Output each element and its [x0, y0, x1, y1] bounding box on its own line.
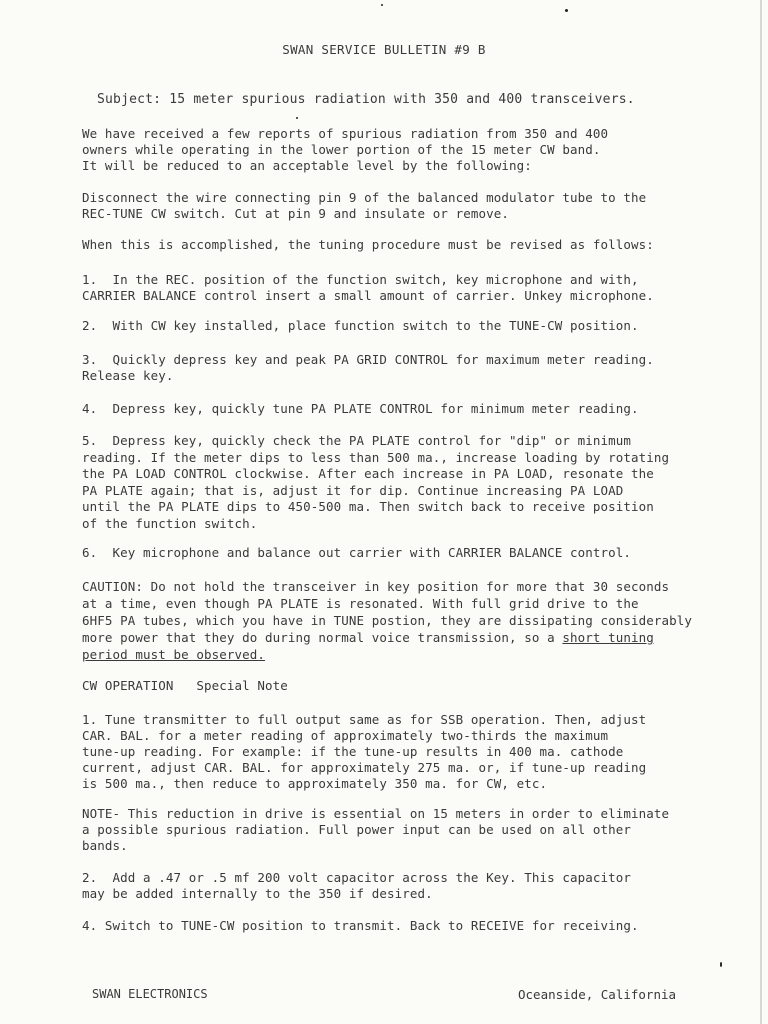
- step-5: 5. Depress key, quickly check the PA PLATE control for "dip" or minimum reading. If the meter dips to less than 500 ma., increase loading by rotating the PA LOAD CONTROL clockwise. After each increase in PA LOAD, resonate the PA PLATE again; that is, adjust it for dip. Continue increasing PA LOAD until the PA PLATE dips to 450-500 ma. Then switch back to receive position of the function switch.: [82, 433, 670, 531]
- step-3: 3. Quickly depress key and peak PA GRID CONTROL for maximum meter reading. Release key.: [82, 352, 654, 383]
- bulletin-title: SWAN SERVICE BULLETIN #9 B: [282, 42, 486, 57]
- cw-step-4: 4. Switch to TUNE-CW position to transmit. Back to RECEIVE for receiving.: [82, 918, 639, 933]
- caution-text: CAUTION: Do not hold the transceiver in key position for more that 30 seconds at a time, even though PA PLATE is resonated. With full grid drive to the 6HF5 PA tubes, which you have in TUNE postion, they are dissipating considerably more power that they do during normal voice transmission, so a: [82, 579, 693, 645]
- step-6: 6. Key microphone and balance out carrier with CARRIER BALANCE control.: [82, 545, 632, 560]
- note-paragraph: NOTE- This reduction in drive is essential on 15 meters in order to eliminate a possible spurious radiation. Full power input can be used on all other bands.: [82, 806, 670, 853]
- step-1: 1. In the REC. position of the function switch, key microphone and with, CARRIER BALANCE control insert a small amount of carrier. Unkey microphone.: [82, 272, 654, 303]
- caution-paragraph: [82, 578, 694, 663]
- subject-line: Subject: 15 meter spurious radiation with 350 and 400 transceivers.: [97, 92, 635, 107]
- page-edge: [760, 0, 762, 1024]
- procedure-intro: When this is accomplished, the tuning procedure must be revised as follows:: [82, 237, 654, 252]
- step-4: 4. Depress key, quickly tune PA PLATE CONTROL for minimum meter reading.: [82, 401, 639, 416]
- step-2: 2. With CW key installed, place function switch to the TUNE-CW position.: [82, 318, 639, 333]
- caution-emphasis-2: period must be observed.: [82, 647, 266, 662]
- intro-paragraph: We have received a few reports of spurious radiation from 350 and 400 owners while operating in the lower portion of the 15 meter CW band. It will be reduced to an acceptable level by the following:: [82, 126, 609, 173]
- footer-location: Oceanside, California: [518, 987, 677, 1002]
- caution-emphasis: short tuning: [562, 630, 654, 645]
- footer-company: SWAN ELECTRONICS: [92, 987, 208, 1001]
- speck-mark: [381, 4, 383, 6]
- cw-step-2: 2. Add a .47 or .5 mf 200 volt capacitor across the Key. This capacitor may be added internally to the 350 if desired.: [82, 870, 632, 901]
- speck-mark: [296, 117, 298, 119]
- speck-mark: [720, 962, 722, 967]
- speck-mark: [565, 9, 568, 12]
- cw-step-1: 1. Tune transmitter to full output same as for SSB operation. Then, adjust CAR. BAL. for a meter reading of approximately two-thirds the maximum tune-up reading. For example: if the tune-up results in 400 ma. cathode current, adjust CAR. BAL. for approximately 275 ma. or, if tune-up reading is 500 ma., then reduce to approximately 350 ma. for CW, etc.: [82, 712, 647, 791]
- cw-operation-heading: CW OPERATION Special Note: [82, 678, 288, 693]
- disconnect-paragraph: Disconnect the wire connecting pin 9 of the balanced modulator tube to the REC-TUNE CW switch. Cut at pin 9 and insulate or remove.: [82, 190, 647, 221]
